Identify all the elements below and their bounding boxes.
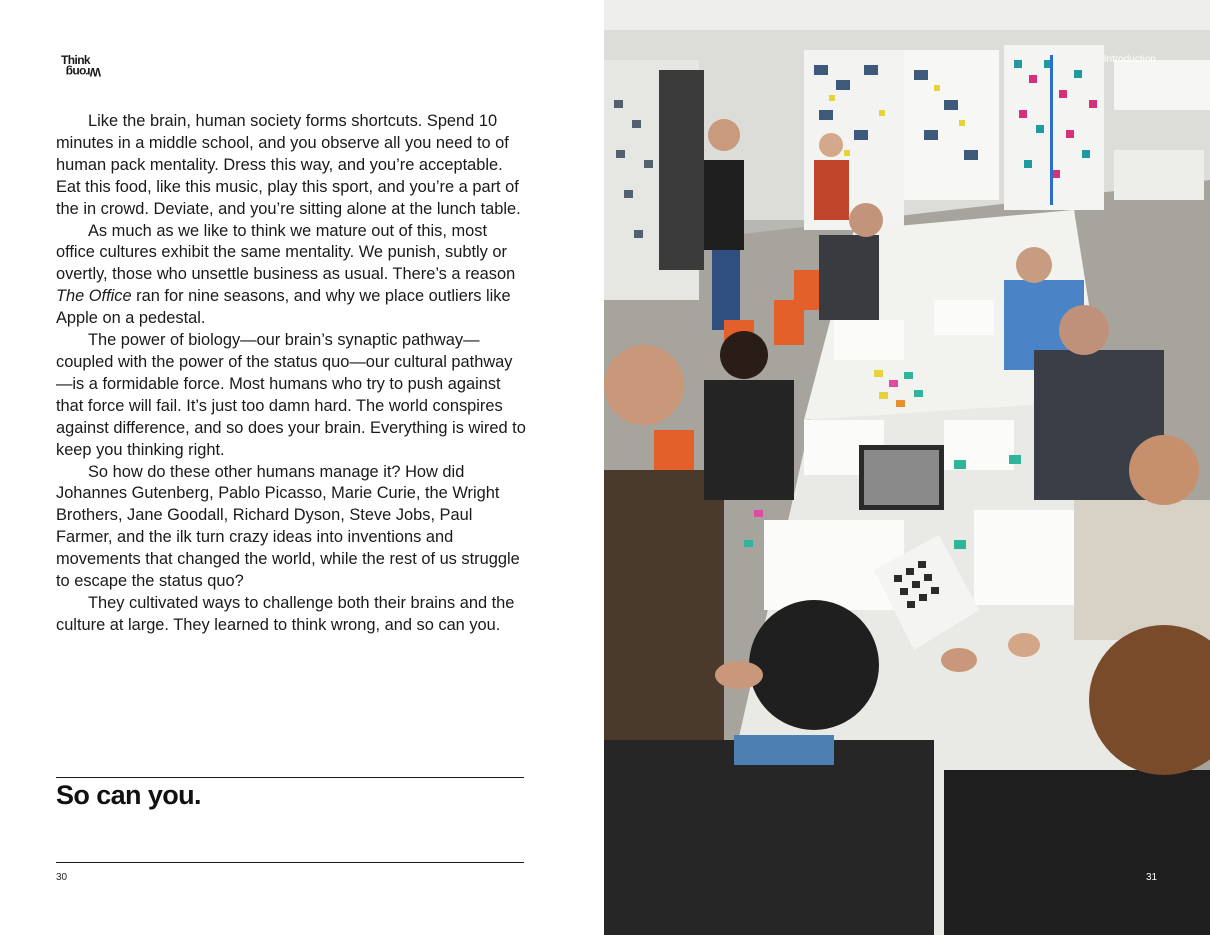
page-number-left: 30: [56, 872, 68, 883]
logo-line-wrong: Wrong: [66, 65, 101, 79]
left-page: [0, 0, 604, 935]
paragraph-2: [56, 221, 526, 331]
body-text: [56, 111, 526, 637]
paragraph-3: The power of biology—our brain’s synaptic pathway—coupled with the power of the status quo—our cultural pathway—is a formidable force. Most humans who try to push against that force will fail. It’s just too damn hard. The world conspires against difference, and so does your brain. Everything is wired to keep you thinking right.: [56, 331, 526, 459]
paragraph-2-start: As much as we like to think we mature out of this, most office cultures exhibit the same mentality. We punish, subtly or overtly, those who unsettle business as usual. There’s a reason: [56, 221, 516, 284]
paragraph-2-end: ran for nine seasons, and why we place outliers like Apple on a pedestal.: [56, 287, 511, 328]
paragraph-4: So how do these other humans manage it? How did Johannes Gutenberg, Pablo Picasso, Marie Curie, the Wright Brothers, Jane Goodall, Richard Dyson, Steve Jobs, Paul Farmer, and the ilk turn crazy ideas into inventions and movements that changed the world, while the rest of us struggle to escape the status quo?: [56, 462, 520, 591]
pullquote-top-rule: [56, 777, 524, 778]
logo-line-think: Think: [61, 53, 90, 67]
workshop-photo: [604, 0, 1210, 935]
pullquote: So can you.: [56, 780, 201, 810]
paragraph-5: They cultivated ways to challenge both their brains and the culture at large. They learned to think wrong, and so can you.: [56, 593, 515, 634]
think-wrong-logo: [57, 55, 101, 79]
right-page: [604, 0, 1210, 935]
section-label: Introduction: [1103, 54, 1156, 65]
page-number-right: 31: [1146, 872, 1158, 883]
paragraph-1: Like the brain, human society forms shortcuts. Spend 10 minutes in a middle school, and you observe all you need to of human pack mentality. Dress this way, and you’re acceptable. Eat this food, like this music, play this sport, and you’re a part of the in crowd. Deviate, and you’re sitting alone at the lunch table.: [56, 112, 521, 218]
footer-rule: [56, 862, 524, 863]
paragraph-2-italic: The Office: [56, 287, 132, 306]
